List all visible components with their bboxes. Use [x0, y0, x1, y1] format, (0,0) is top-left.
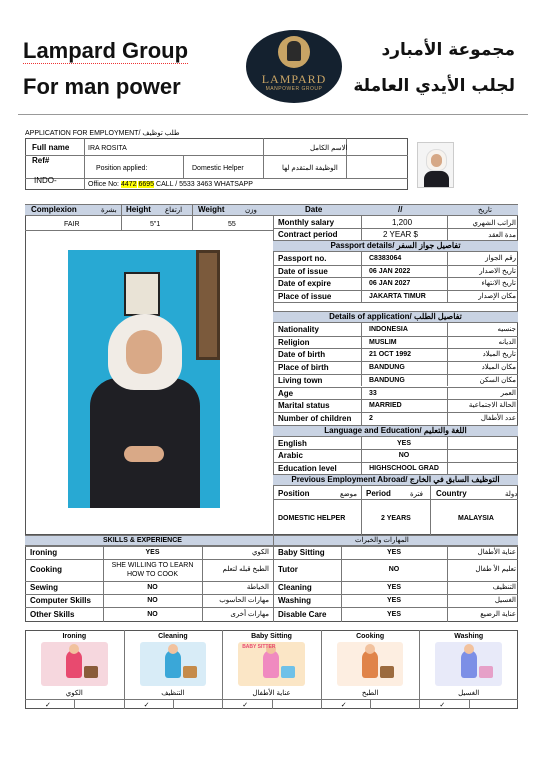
date-label: Date — [305, 205, 323, 214]
col-divider — [361, 387, 362, 400]
skills-header-ar: المهارات والخبرات — [355, 537, 409, 544]
figure-body — [461, 650, 477, 678]
passport-row-ar: رقم الجواز — [485, 255, 516, 262]
gallery-title: Ironing — [62, 633, 87, 640]
skill-right-label: Tutor — [278, 565, 298, 574]
details-row-value: MARRIED — [369, 402, 402, 410]
row-divider — [25, 559, 518, 560]
row-divider — [25, 546, 518, 547]
period-value: 2 YEAR $ — [383, 230, 418, 239]
col-divider — [447, 348, 448, 361]
passport-row-value: 06 JAN 2027 — [369, 280, 411, 287]
details-row-ar: مكان السكن — [479, 376, 516, 384]
col-divider — [447, 361, 448, 374]
details-row-value: MUSLIM — [369, 338, 397, 346]
figure-head — [464, 644, 474, 654]
figure-body — [263, 650, 279, 678]
col-divider — [202, 559, 203, 581]
checkmark-icon: ✓ — [340, 702, 347, 709]
row-divider — [273, 462, 518, 463]
full-name-value: IRA ROSITA — [88, 145, 127, 152]
application-code: INDO- — [34, 176, 57, 185]
col-divider — [447, 559, 448, 581]
col-divider — [447, 290, 448, 303]
skill-left-value: NO — [147, 596, 158, 604]
col-divider — [321, 630, 322, 709]
full-name-ar: الاسم الكامل — [310, 145, 348, 152]
details-row-ar: الديانه — [498, 338, 516, 346]
skill-right-ar: التنظيف — [492, 583, 516, 591]
col-divider — [447, 374, 448, 387]
col-divider — [447, 581, 448, 594]
col-divider — [447, 412, 448, 425]
skill-left-value: NO — [147, 583, 158, 591]
figure-head — [168, 644, 178, 654]
row-divider — [273, 374, 518, 375]
gallery-ar: عناية الأطفال — [252, 690, 291, 697]
row-divider — [273, 265, 518, 266]
col-divider — [202, 581, 203, 594]
complexion-value: FAIR — [64, 221, 80, 228]
prev-country-ar: دولة — [505, 491, 518, 498]
col-divider — [361, 348, 362, 361]
details-row-value: BANDUNG — [369, 364, 405, 372]
period-label: Contract period — [278, 230, 338, 239]
col-divider — [272, 699, 273, 709]
col-divider — [124, 630, 125, 709]
details-header-text: Details of application/ تفاصيل الطلب — [329, 312, 462, 321]
col-divider — [447, 546, 448, 559]
logo-subtitle: MANPOWER GROUP — [265, 86, 323, 92]
full-name-label: Full name — [32, 143, 70, 152]
skill-right-value: YES — [386, 548, 401, 556]
col-divider — [447, 437, 448, 474]
gallery-ar: الغسيل — [458, 690, 480, 697]
weight-ar: وزن — [245, 207, 257, 214]
language-row-label: English — [278, 439, 307, 448]
passport-row-value: C8383064 — [369, 255, 402, 262]
language-row-label: Education level — [278, 463, 337, 473]
passport-row-label: Place of issue — [278, 291, 332, 301]
passport-row-ar: تاريخ الاصدار — [479, 267, 516, 275]
salary-value: 1,200 — [392, 218, 413, 227]
checkmark-icon: ✓ — [242, 702, 249, 709]
prev-position-value: DOMESTIC HELPER — [278, 515, 346, 522]
weight-label: Weight — [198, 205, 225, 214]
skill-left-ar: مهارات الحاسوب — [219, 596, 269, 604]
date-value: // — [398, 205, 403, 214]
col-divider — [361, 361, 362, 374]
skill-right-value: NO — [388, 566, 400, 573]
company-name-ar: مجموعة الأمبارد — [381, 40, 515, 60]
details-row-label: Religion — [278, 337, 310, 347]
col-divider — [447, 399, 448, 412]
prev-position-label: Position — [278, 489, 310, 498]
figure-prop — [183, 666, 197, 678]
col-divider — [447, 277, 448, 290]
figure-prop — [281, 666, 295, 678]
date-ar: تاريخ — [478, 207, 492, 214]
col-divider — [361, 290, 362, 303]
skill-left-label: Other Skills — [30, 609, 75, 619]
skills-header-en: SKILLS & EXPERIENCE — [103, 537, 182, 544]
details-row-value: BANDUNG — [369, 376, 405, 384]
skill-left-ar: الكوي — [251, 548, 269, 556]
row-divider — [273, 336, 518, 337]
passport-row-label: Date of expire — [278, 279, 331, 288]
row-divider — [25, 581, 518, 582]
row-divider — [273, 449, 518, 450]
skill-left-label: Cooking — [30, 565, 62, 574]
prev-period-ar: فترة — [410, 491, 423, 498]
application-label: APPLICATION FOR EMPLOYMENT/ طلب توظيف — [25, 130, 180, 137]
prev-country-value: MALAYSIA — [458, 515, 494, 522]
checkmark-icon: ✓ — [143, 702, 150, 709]
row-divider — [273, 302, 518, 303]
language-row-label: Arabic — [278, 451, 303, 461]
details-row-label: Living town — [278, 375, 323, 385]
skill-left-label: Computer Skills — [30, 595, 91, 605]
skill-right-value: YES — [386, 583, 401, 591]
baby-sitter-sign: BABY SITTER — [242, 644, 276, 650]
gallery-title: Baby Sitting — [251, 633, 292, 640]
skill-right-label: Baby Sitting — [278, 547, 325, 557]
details-row-label: Place of birth — [278, 363, 329, 373]
row-divider — [273, 277, 518, 278]
row-divider — [273, 361, 518, 362]
details-row-ar: جنسيه — [497, 326, 516, 333]
details-row-ar: العمر — [500, 389, 516, 397]
row-divider — [273, 399, 518, 400]
company-tagline-en: For man power — [23, 74, 181, 99]
col-divider — [202, 594, 203, 607]
details-row-value: 2 — [369, 414, 373, 422]
washing-icon — [435, 642, 502, 686]
col-divider — [447, 594, 448, 607]
checkmark-icon: ✓ — [439, 702, 446, 709]
salary-ar: الراتب الشهري — [472, 220, 516, 227]
position-ar: الوظيفة المتقدم لها — [282, 165, 338, 172]
applicant-photo — [68, 250, 220, 508]
salary-label: Monthly salary — [278, 218, 335, 227]
height-ar: ارتفاع — [165, 207, 183, 214]
passport-row-label: Passport no. — [278, 254, 327, 263]
passport-header-text: Passport details/ تفاصيل جواز السفر — [330, 241, 461, 250]
complexion-ar: بشرة — [101, 207, 117, 214]
skills-header — [25, 535, 518, 546]
row-divider — [25, 607, 518, 608]
skill-left-ar: الطبخ قبله لتعلم — [222, 566, 269, 573]
col-divider — [173, 699, 174, 709]
skill-left-label: Sewing — [30, 582, 59, 592]
col-divider — [447, 252, 448, 265]
logo-name: LAMPARD — [261, 72, 327, 86]
office-contact: Office No: 4472 6695 CALL / 5533 3463 WHATSAPP — [88, 181, 253, 188]
language-row-value: NO — [398, 452, 410, 460]
complexion-label: Complexion — [31, 205, 77, 214]
col-divider — [447, 607, 448, 622]
skill-right-ar: عناية الرضيع — [480, 610, 516, 618]
skill-right-label: Disable Care — [278, 609, 327, 619]
details-row-ar: تاريخ الميلاد — [482, 351, 516, 359]
col-divider — [202, 607, 203, 622]
cooking-icon — [337, 642, 404, 686]
applicant-photo-thumbnail — [417, 142, 454, 188]
prev-position-ar: موضع — [340, 491, 358, 498]
details-row-value: 21 OCT 1992 — [369, 351, 412, 359]
skill-right-ar: الغسيل — [494, 596, 516, 604]
header-divider — [18, 114, 528, 115]
language-header-text: Language and Education/ اللغة والتعليم — [324, 426, 467, 435]
skill-left-value: YES — [145, 548, 160, 556]
skill-left-value-line2: HOW TO COOK — [126, 571, 179, 578]
skill-right-ar: عناية الأطفال — [477, 548, 516, 556]
details-row-ar: مكان الميلاد — [481, 364, 516, 372]
col-divider — [447, 265, 448, 278]
company-logo — [246, 30, 342, 103]
figure-prop — [479, 666, 493, 678]
col-divider — [361, 336, 362, 349]
prev-period-label: Period — [366, 489, 391, 498]
figure-body — [66, 650, 82, 678]
skill-right-ar: تعليم اﻷ طفال — [475, 566, 516, 573]
row-divider — [273, 290, 518, 291]
figure-body — [165, 650, 181, 678]
col-divider — [447, 387, 448, 400]
col-divider — [74, 699, 75, 709]
gallery-title: Washing — [454, 633, 484, 640]
details-row-value: 33 — [369, 389, 377, 397]
checkmark-icon: ✓ — [45, 702, 51, 709]
position-value: Domestic Helper — [192, 165, 244, 172]
passport-row-label: Date of issue — [278, 266, 328, 276]
gallery-ar: الطبخ — [361, 690, 379, 697]
gallery-ar: الكوي — [65, 690, 83, 697]
company-name-en: Lampard Group — [23, 38, 189, 63]
prev-period-value: 2 YEARS — [381, 515, 411, 522]
weight-value: 55 — [228, 221, 236, 228]
col-divider — [361, 252, 362, 265]
col-divider — [361, 277, 362, 290]
col-divider — [361, 323, 362, 336]
language-row-value: HIGHSCHOOL GRAD — [369, 464, 439, 472]
skill-left-ar: مهارات أخرى — [230, 610, 269, 618]
figure-body — [362, 650, 378, 678]
passport-row-ar: مكان الإصدار — [478, 292, 516, 300]
prev-country-label: Country — [436, 489, 467, 498]
passport-row-value: JAKARTA TIMUR — [369, 292, 426, 300]
ironing-icon — [41, 642, 108, 686]
skill-right-value: YES — [386, 610, 401, 618]
col-divider — [202, 546, 203, 559]
details-row-label: Marital status — [278, 401, 330, 411]
details-row-label: Number of children — [278, 413, 352, 423]
gallery-ar: التنظيف — [161, 690, 185, 697]
row-divider — [273, 412, 518, 413]
passport-row-value: 06 JAN 2022 — [369, 267, 411, 275]
details-row-label: Date of birth — [278, 350, 326, 360]
company-tagline-ar: لجلب الأيدي العاملة — [353, 76, 515, 96]
position-label: Position applied: — [96, 165, 148, 172]
skill-right-value: YES — [386, 596, 401, 604]
baby-sitting-icon — [238, 642, 305, 686]
skill-left-value: NO — [147, 610, 158, 618]
col-divider — [469, 699, 470, 709]
col-divider — [361, 374, 362, 387]
passport-row-ar: تاريخ الانتهاء — [481, 280, 516, 287]
height-value: 5"1 — [150, 221, 161, 228]
figure-prop — [84, 666, 98, 678]
col-divider — [447, 336, 448, 349]
details-row-ar: الحالة الاجتماعية — [468, 402, 516, 410]
col-divider — [361, 412, 362, 425]
col-divider — [361, 399, 362, 412]
figure-prop — [380, 666, 394, 678]
col-divider — [447, 323, 448, 336]
details-row-value: INDONESIA — [369, 326, 408, 333]
col-divider — [370, 699, 371, 709]
row-divider — [273, 387, 518, 388]
col-divider — [419, 630, 420, 709]
skill-right-label: Cleaning — [278, 582, 312, 592]
skill-left-label: Ironing — [30, 547, 58, 557]
details-row-label: Age — [278, 388, 294, 398]
col-divider — [222, 630, 223, 709]
cleaning-icon — [140, 642, 207, 686]
row-divider — [273, 348, 518, 349]
details-row-ar: عدد الأطفال — [480, 414, 516, 422]
period-ar: مدة العقد — [488, 232, 516, 239]
previous-header-text: Previous Employment Abroad/ التوظيف السابق في الخارج — [291, 475, 500, 484]
ref-label: Ref# — [32, 156, 50, 165]
skill-left-value-line1: SHE WILLING TO LEARN — [111, 562, 194, 569]
gallery-title: Cooking — [356, 633, 385, 640]
skill-right-label: Washing — [278, 595, 312, 605]
details-row-label: Nationality — [278, 325, 319, 334]
gallery-title: Cleaning — [158, 633, 188, 640]
col-divider — [361, 265, 362, 278]
height-label: Height — [126, 205, 151, 214]
language-row-value: YES — [396, 440, 411, 447]
skill-left-ar: الخياطة — [246, 583, 269, 591]
row-divider — [25, 594, 518, 595]
